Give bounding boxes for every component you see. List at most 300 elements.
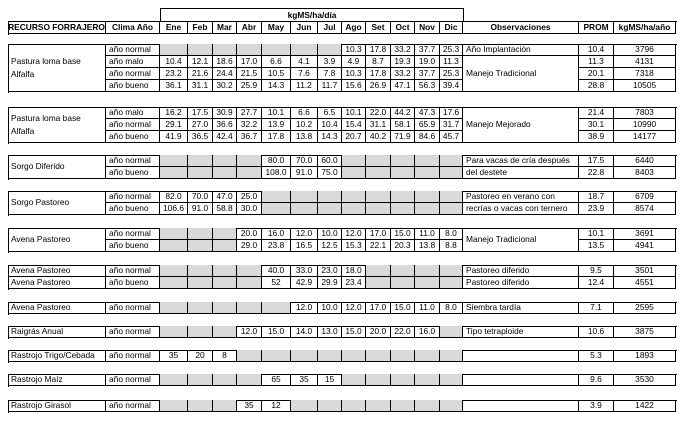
month-cell-ago: 15.3 bbox=[342, 240, 366, 252]
column-header-9: Ago bbox=[342, 21, 366, 34]
month-cell-jul bbox=[318, 203, 342, 215]
average-value: 10.1 bbox=[579, 228, 614, 240]
average-value: 22.8 bbox=[579, 167, 614, 179]
average-value: 21.4 bbox=[579, 107, 614, 119]
observation: del destete bbox=[463, 167, 579, 179]
month-cell-mar: 30.2 bbox=[213, 80, 237, 92]
climate-year: año malo bbox=[106, 107, 160, 119]
month-cell-set: 31.1 bbox=[366, 119, 391, 131]
month-cell-mar bbox=[213, 277, 237, 289]
month-cell-nov: 11.0 bbox=[415, 302, 440, 314]
month-cell-mar bbox=[213, 265, 237, 277]
month-cell-set bbox=[366, 277, 391, 289]
month-cell-jun: 13.8 bbox=[291, 131, 318, 143]
month-cell-dic bbox=[440, 400, 463, 412]
climate-year: año bueno bbox=[106, 131, 160, 143]
month-cell-abr: 25.9 bbox=[237, 80, 262, 92]
annual-value: 6440 bbox=[614, 155, 676, 167]
month-cell-set bbox=[366, 350, 391, 362]
month-cell-oct: 58.1 bbox=[391, 119, 415, 131]
month-cell-jun: 91.0 bbox=[291, 167, 318, 179]
resource-name: Sorgo Pastoreo bbox=[8, 191, 106, 215]
month-cell-abr: 12.0 bbox=[237, 326, 262, 338]
resource-name: Raigrás Anual bbox=[8, 326, 106, 338]
month-cell-feb: 21.6 bbox=[188, 68, 213, 80]
month-cell-mar bbox=[213, 44, 237, 56]
month-cell-feb: 17.5 bbox=[188, 107, 213, 119]
month-cell-set bbox=[366, 374, 391, 386]
month-cell-oct bbox=[391, 203, 415, 215]
annual-value: 1893 bbox=[614, 350, 676, 362]
observation: Manejo Tradicional bbox=[463, 228, 579, 252]
observation: Manejo Tradicional bbox=[463, 56, 579, 92]
average-value: 3.9 bbox=[579, 400, 614, 412]
month-cell-oct: 47.1 bbox=[391, 80, 415, 92]
month-cell-jul: 13.0 bbox=[318, 326, 342, 338]
month-cell-may: 14.3 bbox=[262, 80, 291, 92]
month-cell-abr bbox=[237, 374, 262, 386]
month-cell-may: 65 bbox=[262, 374, 291, 386]
month-cell-ene bbox=[160, 302, 188, 314]
month-cell-abr: 30.0 bbox=[237, 203, 262, 215]
column-header-7: Jun bbox=[291, 21, 318, 34]
climate-year: año normal bbox=[106, 68, 160, 80]
month-cell-mar bbox=[213, 167, 237, 179]
month-cell-nov: 37.7 bbox=[415, 44, 440, 56]
month-cell-jun: 16.5 bbox=[291, 240, 318, 252]
month-cell-abr: 36.7 bbox=[237, 131, 262, 143]
observation: Siembra tardía bbox=[463, 302, 579, 314]
month-cell-may: 10.5 bbox=[262, 68, 291, 80]
month-cell-jul: 7.8 bbox=[318, 68, 342, 80]
month-cell-abr bbox=[237, 302, 262, 314]
month-cell-abr bbox=[237, 277, 262, 289]
month-cell-feb bbox=[188, 265, 213, 277]
month-cell-oct: 15.0 bbox=[391, 302, 415, 314]
month-cell-set: 17.0 bbox=[366, 228, 391, 240]
month-cell-set bbox=[366, 191, 391, 203]
average-value: 30.1 bbox=[579, 119, 614, 131]
month-cell-abr: 35 bbox=[237, 400, 262, 412]
month-cell-may bbox=[262, 350, 291, 362]
resource-name: Rastrojo Trigo/Cebada bbox=[8, 350, 106, 362]
month-cell-feb: 27.0 bbox=[188, 119, 213, 131]
month-cell-may: 13.9 bbox=[262, 119, 291, 131]
month-cell-ago bbox=[342, 203, 366, 215]
annual-value: 7803 bbox=[614, 107, 676, 119]
month-cell-jul: 23.0 bbox=[318, 265, 342, 277]
average-value: 17.5 bbox=[579, 155, 614, 167]
month-cell-abr: 20.0 bbox=[237, 228, 262, 240]
annual-value: 2595 bbox=[614, 302, 676, 314]
month-cell-ene: 82.0 bbox=[160, 191, 188, 203]
month-cell-nov bbox=[415, 400, 440, 412]
month-cell-dic: 31.7 bbox=[440, 119, 463, 131]
month-cell-nov: 56.3 bbox=[415, 80, 440, 92]
month-cell-dic: 25.3 bbox=[440, 68, 463, 80]
annual-value: 3530 bbox=[614, 374, 676, 386]
month-cell-jun: 14.0 bbox=[291, 326, 318, 338]
month-cell-may: 17.8 bbox=[262, 131, 291, 143]
month-cell-nov: 37.7 bbox=[415, 68, 440, 80]
month-cell-dic bbox=[440, 167, 463, 179]
resource-name: Pastura loma base Alfalfa bbox=[8, 107, 106, 143]
column-header-6: May bbox=[262, 21, 291, 34]
climate-year: año bueno bbox=[106, 240, 160, 252]
month-cell-dic: 45.7 bbox=[440, 131, 463, 143]
month-cell-oct bbox=[391, 374, 415, 386]
month-cell-ene: 10.4 bbox=[160, 56, 188, 68]
column-header-10: Set bbox=[366, 21, 391, 34]
month-cell-oct bbox=[391, 155, 415, 167]
month-cell-oct: 20.3 bbox=[391, 240, 415, 252]
month-cell-nov bbox=[415, 203, 440, 215]
month-cell-may bbox=[262, 44, 291, 56]
month-cell-mar: 30.9 bbox=[213, 107, 237, 119]
month-cell-ago: 12.0 bbox=[342, 228, 366, 240]
month-cell-ene bbox=[160, 326, 188, 338]
average-value: 5.3 bbox=[579, 350, 614, 362]
month-cell-feb bbox=[188, 44, 213, 56]
month-cell-mar: 24.4 bbox=[213, 68, 237, 80]
month-cell-jul: 29.9 bbox=[318, 277, 342, 289]
column-header-1: Clima Año bbox=[106, 21, 160, 34]
month-cell-ago: 10.3 bbox=[342, 68, 366, 80]
month-cell-jun bbox=[291, 44, 318, 56]
month-cell-oct: 33.2 bbox=[391, 68, 415, 80]
month-cell-abr bbox=[237, 265, 262, 277]
month-cell-jun bbox=[291, 191, 318, 203]
annual-value: 1422 bbox=[614, 400, 676, 412]
month-cell-set: 17.8 bbox=[366, 44, 391, 56]
month-cell-mar: 47.0 bbox=[213, 191, 237, 203]
climate-year: año normal bbox=[106, 44, 160, 56]
month-cell-dic: 8.0 bbox=[440, 302, 463, 314]
annual-value: 8574 bbox=[614, 203, 676, 215]
average-value: 38.9 bbox=[579, 131, 614, 143]
resource-name: Avena Pastoreo bbox=[8, 277, 106, 289]
month-cell-feb: 70.0 bbox=[188, 191, 213, 203]
month-cell-oct bbox=[391, 400, 415, 412]
column-header-12: Nov bbox=[415, 21, 440, 34]
month-cell-feb bbox=[188, 277, 213, 289]
month-cell-ene: 36.1 bbox=[160, 80, 188, 92]
average-value: 9.5 bbox=[579, 265, 614, 277]
month-cell-ene bbox=[160, 277, 188, 289]
month-cell-mar: 18.6 bbox=[213, 56, 237, 68]
month-cell-jul: 15 bbox=[318, 374, 342, 386]
month-cell-jul bbox=[318, 191, 342, 203]
climate-year: año bueno bbox=[106, 203, 160, 215]
month-cell-feb bbox=[188, 240, 213, 252]
month-cell-abr bbox=[237, 350, 262, 362]
average-value: 23.9 bbox=[579, 203, 614, 215]
month-cell-jun: 12.0 bbox=[291, 228, 318, 240]
month-cell-ago: 15.4 bbox=[342, 119, 366, 131]
month-cell-jul: 10.0 bbox=[318, 302, 342, 314]
month-cell-may: 12 bbox=[262, 400, 291, 412]
resource-name: Avena Pastoreo bbox=[8, 302, 106, 314]
month-cell-ago: 23.4 bbox=[342, 277, 366, 289]
month-cell-ene bbox=[160, 400, 188, 412]
month-cell-may: 16.0 bbox=[262, 228, 291, 240]
month-cell-set: 17.8 bbox=[366, 68, 391, 80]
column-header-5: Abr bbox=[237, 21, 262, 34]
month-cell-may: 15.0 bbox=[262, 326, 291, 338]
month-cell-ago: 10.3 bbox=[342, 44, 366, 56]
month-cell-may: 6.6 bbox=[262, 56, 291, 68]
average-value: 11.3 bbox=[579, 56, 614, 68]
month-cell-may: 23.8 bbox=[262, 240, 291, 252]
month-cell-nov bbox=[415, 277, 440, 289]
column-header-14: Observaciones bbox=[463, 21, 579, 34]
month-cell-mar bbox=[213, 240, 237, 252]
annual-value: 3501 bbox=[614, 265, 676, 277]
climate-year: año normal bbox=[106, 400, 160, 412]
month-cell-dic bbox=[440, 265, 463, 277]
average-value: 18.7 bbox=[579, 191, 614, 203]
average-value: 20.1 bbox=[579, 68, 614, 80]
month-cell-mar: 36.6 bbox=[213, 119, 237, 131]
column-header-11: Oct bbox=[391, 21, 415, 34]
average-value: 12.4 bbox=[579, 277, 614, 289]
month-cell-set: 22.0 bbox=[366, 107, 391, 119]
month-cell-ago: 12.0 bbox=[342, 302, 366, 314]
month-cell-nov bbox=[415, 155, 440, 167]
month-cell-mar: 8 bbox=[213, 350, 237, 362]
month-cell-jun bbox=[291, 400, 318, 412]
month-cell-dic: 11.3 bbox=[440, 56, 463, 68]
month-cell-ene bbox=[160, 240, 188, 252]
month-cell-oct bbox=[391, 277, 415, 289]
month-cell-abr: 17.0 bbox=[237, 56, 262, 68]
month-cell-oct: 71.9 bbox=[391, 131, 415, 143]
average-value: 9.6 bbox=[579, 374, 614, 386]
average-value: 10.6 bbox=[579, 326, 614, 338]
month-cell-nov: 16.0 bbox=[415, 326, 440, 338]
month-cell-oct bbox=[391, 265, 415, 277]
month-cell-jun: 35 bbox=[291, 374, 318, 386]
month-cell-feb bbox=[188, 400, 213, 412]
climate-year: año malo bbox=[106, 56, 160, 68]
month-cell-oct: 15.0 bbox=[391, 228, 415, 240]
observation: Para vacas de cría después bbox=[463, 155, 579, 167]
month-cell-dic: 25.3 bbox=[440, 44, 463, 56]
unit-header: kgMS/ha/día bbox=[160, 8, 464, 21]
month-cell-dic: 17.6 bbox=[440, 107, 463, 119]
month-cell-ene: 35 bbox=[160, 350, 188, 362]
month-cell-jul: 75.0 bbox=[318, 167, 342, 179]
month-cell-oct bbox=[391, 191, 415, 203]
month-cell-jun bbox=[291, 350, 318, 362]
month-cell-jul: 14.3 bbox=[318, 131, 342, 143]
month-cell-ago: 20.7 bbox=[342, 131, 366, 143]
column-header-2: Ene bbox=[160, 21, 188, 34]
month-cell-jun: 10.2 bbox=[291, 119, 318, 131]
month-cell-feb bbox=[188, 374, 213, 386]
month-cell-ago: 4.9 bbox=[342, 56, 366, 68]
annual-value: 3691 bbox=[614, 228, 676, 240]
month-cell-abr bbox=[237, 155, 262, 167]
month-cell-dic bbox=[440, 191, 463, 203]
average-value: 13.5 bbox=[579, 240, 614, 252]
month-cell-dic bbox=[440, 350, 463, 362]
column-header-4: Mar bbox=[213, 21, 237, 34]
month-cell-feb bbox=[188, 302, 213, 314]
month-cell-set: 22.1 bbox=[366, 240, 391, 252]
month-cell-may: 10.1 bbox=[262, 107, 291, 119]
annual-value: 3875 bbox=[614, 326, 676, 338]
month-cell-jul: 60.0 bbox=[318, 155, 342, 167]
month-cell-oct bbox=[391, 350, 415, 362]
observation bbox=[463, 374, 579, 386]
month-cell-jul bbox=[318, 350, 342, 362]
month-cell-mar bbox=[213, 302, 237, 314]
climate-year: año normal bbox=[106, 302, 160, 314]
month-cell-nov bbox=[415, 374, 440, 386]
month-cell-jun bbox=[291, 203, 318, 215]
annual-value: 3796 bbox=[614, 44, 676, 56]
month-cell-jun: 6.6 bbox=[291, 107, 318, 119]
resource-name: Avena Pastoreo bbox=[8, 265, 106, 277]
month-cell-ago: 15.0 bbox=[342, 326, 366, 338]
climate-year: año bueno bbox=[106, 277, 160, 289]
annual-value: 10505 bbox=[614, 80, 676, 92]
annual-value: 4551 bbox=[614, 277, 676, 289]
month-cell-jun: 33.0 bbox=[291, 265, 318, 277]
month-cell-abr: 32.2 bbox=[237, 119, 262, 131]
month-cell-feb: 20 bbox=[188, 350, 213, 362]
annual-value: 10990 bbox=[614, 119, 676, 131]
month-cell-oct: 44.2 bbox=[391, 107, 415, 119]
month-cell-set: 26.9 bbox=[366, 80, 391, 92]
observation: Año Implantación bbox=[463, 44, 579, 56]
month-cell-mar: 58.8 bbox=[213, 203, 237, 215]
month-cell-feb: 31.1 bbox=[188, 80, 213, 92]
observation bbox=[463, 400, 579, 412]
month-cell-jul: 10.0 bbox=[318, 228, 342, 240]
month-cell-dic: 8.0 bbox=[440, 228, 463, 240]
month-cell-nov bbox=[415, 265, 440, 277]
observation: Pastoreo diferido bbox=[463, 265, 579, 277]
month-cell-ene bbox=[160, 167, 188, 179]
resource-name: Pastura loma base Alfalfa bbox=[8, 44, 106, 92]
month-cell-ene: 16.2 bbox=[160, 107, 188, 119]
annual-value: 7318 bbox=[614, 68, 676, 80]
column-header-3: Feb bbox=[188, 21, 213, 34]
month-cell-ene bbox=[160, 44, 188, 56]
month-cell-oct: 19.3 bbox=[391, 56, 415, 68]
month-cell-set bbox=[366, 203, 391, 215]
month-cell-ago: 10.1 bbox=[342, 107, 366, 119]
column-header-16: kgMS/ha/año bbox=[614, 21, 676, 34]
month-cell-jul bbox=[318, 400, 342, 412]
observation bbox=[463, 350, 579, 362]
month-cell-jul: 6.5 bbox=[318, 107, 342, 119]
column-header-0: RECURSO FORRAJERO bbox=[8, 21, 106, 34]
month-cell-ago bbox=[342, 400, 366, 412]
month-cell-dic: 8.8 bbox=[440, 240, 463, 252]
month-cell-may: 40.0 bbox=[262, 265, 291, 277]
resource-name: Avena Pastoreo bbox=[8, 228, 106, 252]
month-cell-jun: 70.0 bbox=[291, 155, 318, 167]
month-cell-ene: 23.2 bbox=[160, 68, 188, 80]
climate-year: año bueno bbox=[106, 80, 160, 92]
month-cell-nov bbox=[415, 191, 440, 203]
month-cell-feb: 91.0 bbox=[188, 203, 213, 215]
month-cell-feb bbox=[188, 155, 213, 167]
observation: recrías o vacas con ternero bbox=[463, 203, 579, 215]
month-cell-ene: 106.6 bbox=[160, 203, 188, 215]
month-cell-ene bbox=[160, 228, 188, 240]
climate-year: año normal bbox=[106, 119, 160, 131]
month-cell-ene bbox=[160, 155, 188, 167]
month-cell-abr: 25.0 bbox=[237, 191, 262, 203]
month-cell-set: 40.2 bbox=[366, 131, 391, 143]
month-cell-jul bbox=[318, 44, 342, 56]
month-cell-dic bbox=[440, 374, 463, 386]
month-cell-feb bbox=[188, 167, 213, 179]
month-cell-dic bbox=[440, 155, 463, 167]
month-cell-abr: 21.5 bbox=[237, 68, 262, 80]
month-cell-ene bbox=[160, 374, 188, 386]
month-cell-set bbox=[366, 167, 391, 179]
climate-year: año normal bbox=[106, 228, 160, 240]
month-cell-dic: 39.4 bbox=[440, 80, 463, 92]
month-cell-set bbox=[366, 400, 391, 412]
month-cell-dic bbox=[440, 277, 463, 289]
month-cell-oct bbox=[391, 167, 415, 179]
month-cell-mar bbox=[213, 155, 237, 167]
month-cell-nov bbox=[415, 167, 440, 179]
month-cell-mar bbox=[213, 374, 237, 386]
annual-value: 14177 bbox=[614, 131, 676, 143]
month-cell-feb bbox=[188, 326, 213, 338]
month-cell-nov: 19.0 bbox=[415, 56, 440, 68]
climate-year: año bueno bbox=[106, 167, 160, 179]
month-cell-jul: 12.5 bbox=[318, 240, 342, 252]
month-cell-jul: 10.4 bbox=[318, 119, 342, 131]
month-cell-jul: 11.7 bbox=[318, 80, 342, 92]
annual-value: 6709 bbox=[614, 191, 676, 203]
month-cell-set bbox=[366, 265, 391, 277]
month-cell-jun: 11.2 bbox=[291, 80, 318, 92]
observation: Pastoreo en verano con bbox=[463, 191, 579, 203]
month-cell-may: 52 bbox=[262, 277, 291, 289]
month-cell-may bbox=[262, 203, 291, 215]
observation: Tipo tetraploide bbox=[463, 326, 579, 338]
month-cell-may bbox=[262, 191, 291, 203]
month-cell-may bbox=[262, 302, 291, 314]
annual-value: 8403 bbox=[614, 167, 676, 179]
month-cell-ago bbox=[342, 350, 366, 362]
month-cell-feb bbox=[188, 228, 213, 240]
month-cell-oct: 33.2 bbox=[391, 44, 415, 56]
month-cell-mar: 42.4 bbox=[213, 131, 237, 143]
column-header-15: PROM bbox=[579, 21, 614, 34]
resource-name: Sorgo Diferido bbox=[8, 155, 106, 179]
average-value: 10.4 bbox=[579, 44, 614, 56]
month-cell-abr: 27.7 bbox=[237, 107, 262, 119]
month-cell-feb: 12.1 bbox=[188, 56, 213, 68]
average-value: 7.1 bbox=[579, 302, 614, 314]
month-cell-mar bbox=[213, 228, 237, 240]
month-cell-nov: 11.0 bbox=[415, 228, 440, 240]
column-header-8: Jul bbox=[318, 21, 342, 34]
month-cell-ago bbox=[342, 155, 366, 167]
month-cell-ene: 41.9 bbox=[160, 131, 188, 143]
column-header-13: Dic bbox=[440, 21, 463, 34]
